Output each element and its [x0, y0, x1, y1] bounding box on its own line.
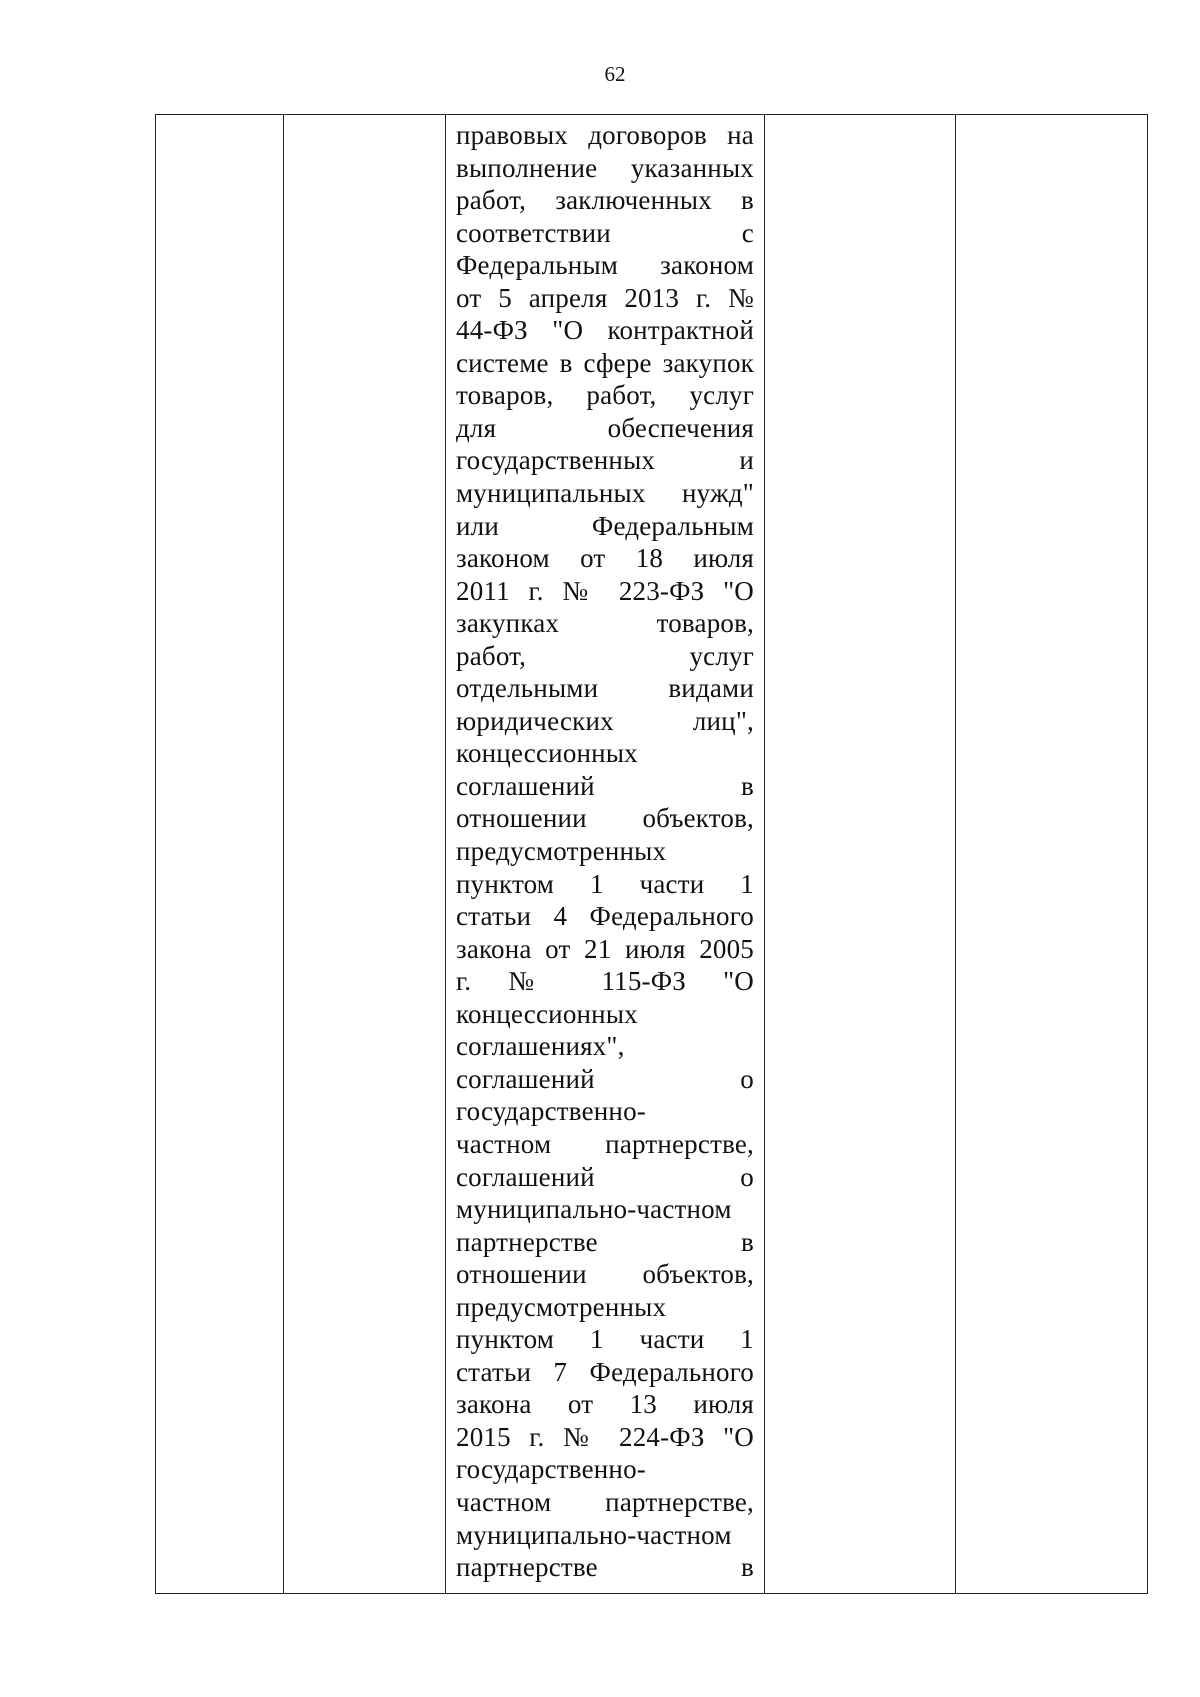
- text-line: частном партнерстве,: [456, 1486, 754, 1517]
- text-line: работ, заключенных в: [456, 185, 754, 216]
- text-line: 44-ФЗ "О контрактной: [456, 315, 754, 346]
- text-line: статьи 4 Федерального: [456, 901, 754, 932]
- text-line: закупках товаров,: [456, 608, 754, 639]
- text-line: соглашений в: [456, 770, 754, 801]
- table-cell-col-1: [156, 115, 284, 1594]
- cell-text-block: [456, 119, 754, 1584]
- table-row: [156, 115, 1148, 1594]
- text-line: соглашениях",: [456, 1031, 625, 1062]
- document-table: [155, 114, 1148, 1594]
- text-line: партнерстве в: [456, 1226, 754, 1257]
- text-line: или Федеральным: [456, 510, 754, 541]
- text-line: от 5 апреля 2013 г. №: [456, 282, 754, 313]
- text-line: г. № 115-ФЗ "О: [456, 966, 754, 997]
- text-line: государственно-: [456, 1454, 646, 1485]
- table-cell-col-5: [956, 115, 1148, 1594]
- text-line: муниципально-частном: [456, 1194, 732, 1225]
- text-line: законом от 18 июля: [456, 543, 754, 574]
- text-line: муниципально-частном: [456, 1519, 732, 1550]
- table-cell-col-3: [446, 115, 765, 1594]
- text-line: предусмотренных: [456, 836, 667, 867]
- text-line: закона от 13 июля: [456, 1389, 754, 1420]
- text-line: Федеральным законом: [456, 250, 754, 281]
- text-line: частном партнерстве,: [456, 1128, 754, 1159]
- text-line: соответствии с: [456, 217, 754, 248]
- text-line: юридических лиц",: [456, 705, 754, 736]
- text-line: отдельными видами: [456, 673, 754, 704]
- text-line: 2011 г. № 223-ФЗ "О: [456, 575, 754, 606]
- text-line: концессионных: [456, 738, 638, 769]
- text-line: пунктом 1 части 1: [456, 1324, 754, 1355]
- text-line: концессионных: [456, 998, 638, 1029]
- text-line: статьи 7 Федерального: [456, 1356, 754, 1387]
- text-line: работ, услуг: [456, 640, 754, 671]
- page-number: 62: [604, 62, 626, 86]
- text-line: товаров, работ, услуг: [456, 380, 754, 411]
- text-line: выполнение указанных: [456, 152, 754, 183]
- text-line: партнерстве в: [456, 1552, 754, 1583]
- text-line: муниципальных нужд": [456, 478, 754, 509]
- text-line: соглашений о: [456, 1063, 754, 1094]
- text-line: государственно-: [456, 1096, 646, 1127]
- text-line: правовых договоров на: [456, 120, 754, 150]
- text-line: соглашений о: [456, 1161, 754, 1192]
- table-cell-col-4: [765, 115, 956, 1594]
- text-line: государственных и: [456, 445, 754, 476]
- text-line: для обеспечения: [456, 412, 754, 443]
- text-line: закона от 21 июля 2005: [456, 933, 754, 964]
- text-line: отношении объектов,: [456, 803, 754, 834]
- text-line: отношении объектов,: [456, 1259, 754, 1290]
- text-line: системе в сфере закупок: [456, 347, 754, 378]
- text-line: 2015 г. № 224-ФЗ "О: [456, 1421, 754, 1452]
- text-line: пунктом 1 части 1: [456, 868, 754, 899]
- table-cell-col-2: [284, 115, 446, 1594]
- text-line: предусмотренных: [456, 1291, 667, 1322]
